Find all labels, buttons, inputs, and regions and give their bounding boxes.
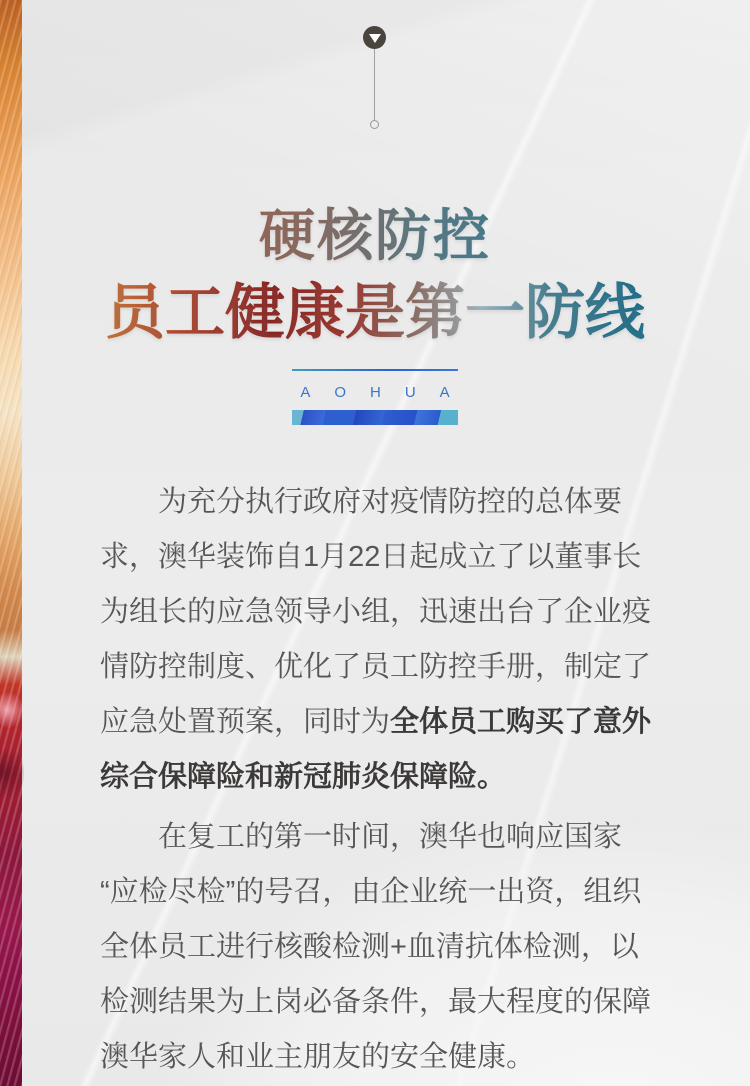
body-line — [100, 865, 700, 920]
body-text-bold: 综合保障险和新冠肺炎保障险。 — [100, 761, 507, 793]
body-line — [100, 750, 700, 805]
brand-top-rule — [292, 369, 458, 371]
body-text: “应检尽检”的号召，由企业统一出资，组织 — [100, 876, 642, 908]
body-text: 为组长的应急领导小组，迅速出台了企业疫 — [100, 596, 652, 628]
body-line — [100, 585, 700, 640]
body-text: 为充分执行政府对疫情防控的总体要 — [158, 486, 623, 518]
brand-faceted-bar — [292, 410, 458, 425]
body-line — [100, 975, 700, 1030]
body-text: 在复工的第一时间，澳华也响应国家 — [158, 821, 623, 853]
connector-end-dot — [370, 120, 379, 129]
body-text: 情防控制度、优化了员工防控手册，制定了 — [100, 651, 652, 683]
paragraph — [100, 475, 700, 805]
body-text: 应急处置预案，同时为 — [100, 706, 391, 738]
brand-name: AOHUA — [300, 384, 474, 401]
left-accent-strip — [0, 0, 22, 1086]
down-arrow-icon — [363, 26, 386, 49]
body-line — [100, 530, 700, 585]
title-line-1: 硬核防控 — [0, 206, 750, 268]
down-arrow-glyph — [369, 34, 381, 43]
article-body — [100, 475, 700, 1085]
body-text-bold: 全体员工购买了意外 — [390, 706, 652, 738]
body-text: 求，澳华装饰自1月22日起成立了以董事长 — [100, 541, 642, 573]
body-line — [100, 810, 700, 865]
body-line — [100, 695, 700, 750]
scroll-indicator — [0, 0, 750, 140]
paragraph — [100, 810, 700, 1085]
body-text: 检测结果为上岗必备条件，最大程度的保障 — [100, 986, 652, 1018]
brand-block — [292, 369, 474, 425]
body-line — [100, 475, 700, 530]
body-line — [100, 1030, 700, 1085]
body-line — [100, 920, 700, 975]
title-line-2: 员工健康是第一防线 — [0, 278, 750, 348]
connector-line — [374, 49, 375, 121]
body-text: 全体员工进行核酸检测+血清抗体检测，以 — [100, 931, 639, 963]
body-line — [100, 640, 700, 695]
body-text: 澳华家人和业主朋友的安全健康。 — [100, 1041, 536, 1073]
